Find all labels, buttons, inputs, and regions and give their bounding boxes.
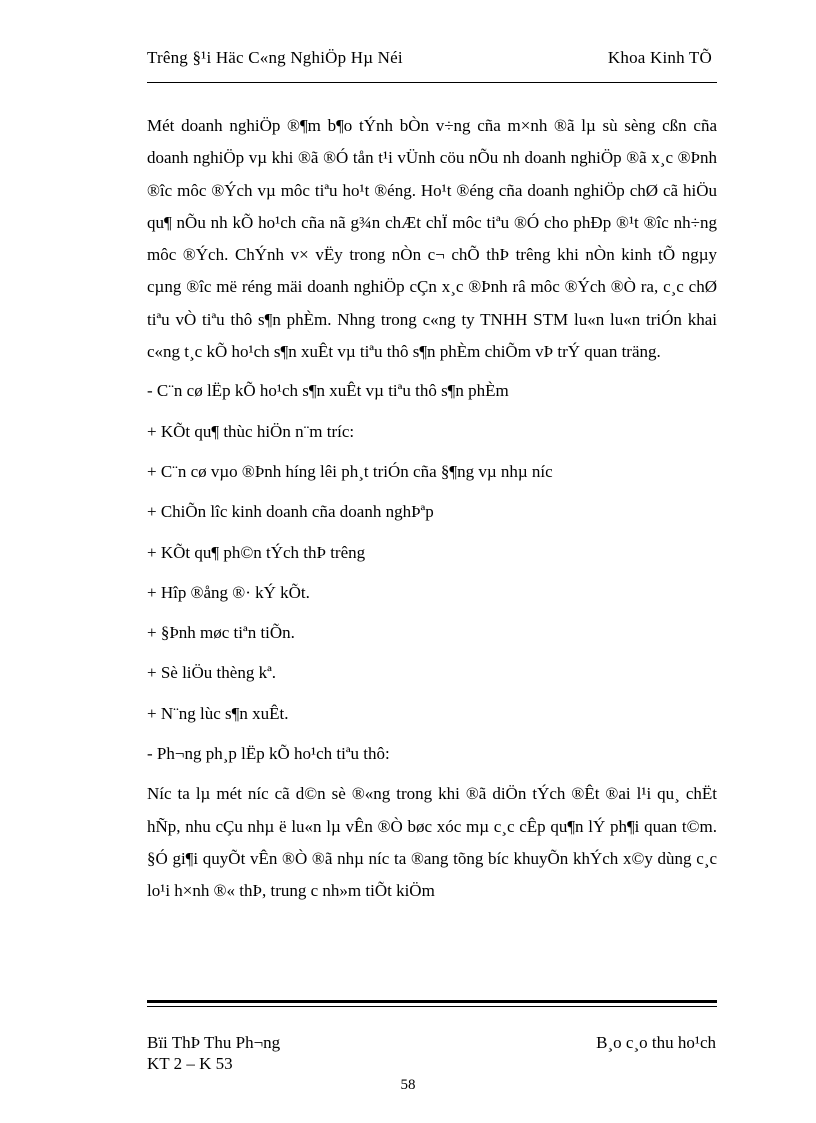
footer-author: Bïi ThÞ Thu Ph¬ng (147, 1033, 281, 1052)
header-school-name: Trêng §¹i Häc C«ng NghiÖp Hµ Néi (147, 48, 403, 67)
footer-divider-thick (147, 1000, 717, 1003)
document-body (147, 110, 717, 915)
list-item: + N¨ng lùc s¶n xuÊt. (147, 703, 289, 723)
paragraph: Níc ta lµ mét níc cã d©n sè ®«ng trong khi ®ã diÖn tÝch ®Êt ®ai l¹i qu¸ chËt hÑp, nhu cÇu nhµ ë lu«n lµ vÊn ®Ò bøc xóc mµ c¸c cÊp qu¶n lÝ ph¶i quan t©m. §Ó gi¶i quyÕt vÊn ®Ò ®ã nhµ níc ta ®ang tõng bíc khuyÕn khÝch x©y dùng c¸c lo¹i h×nh ®« thÞ, trung c nh»m tiÕt kiÖm (147, 784, 717, 901)
page-number: 58 (400, 1077, 416, 1093)
header-faculty-name: Khoa Kinh TÕ (607, 48, 712, 67)
footer-divider-thin (147, 1006, 717, 1007)
list-item: + C¨n cø vµo ®Þnh híng lêi ph¸t triÓn cña §¶ng vµ nhµ níc (147, 461, 553, 481)
list-item: + ChiÕn lîc kinh doanh cña doanh nghÞªp (147, 502, 434, 522)
footer-class: KT 2 – K 53 (147, 1054, 233, 1073)
list-item: + §Þnh møc tiªn tiÕn. (147, 623, 295, 643)
list-heading: - Ph¬ng ph¸p lËp kÕ ho¹ch tiªu thô: (147, 744, 390, 764)
list-item: + Hîp ®ång ®· kÝ kÕt. (147, 582, 310, 602)
paragraph: Mét doanh nghiÖp ®¶m b¶o tÝnh bÒn v÷ng cña m×nh ®ã lµ sù sèng cßn cña doanh nghiÖp vµ khi ®ã ®Ó tån t¹i vÜnh cöu nÕu nh doanh nghiÖp ®ã x¸c ®Þnh ®îc môc ®Ých vµ môc tiªu ho¹t ®éng. Ho¹t ®éng cña doanh nghiÖp chØ cã hiÖu qu¶ nÕu nh kÕ ho¹ch cña nã g¾n chÆt chÏ môc tiªu ®Ó cho phÐp ®¹t ®îc nh÷ng môc ®Ých. ChÝnh v× vËy trong nÒn c¬ chÕ thÞ trêng khi nÒn kinh tÕ ngµy cµng ®îc më réng mäi doanh nghiÖp cÇn x¸c ®Þnh râ môc ®Ých ®Ò ra, c¸c chØ tiªu vÒ tiªu thô s¶n phÈm. Nhng trong c«ng ty TNHH STM lu«n lu«n triÓn khai c«ng t¸c kÕ ho¹ch s¶n xuÊt vµ tiªu thô s¶n phÈm chiÕm vÞ trÝ quan träng. (147, 116, 717, 362)
list-item: + KÕt qu¶ ph©n tÝch thÞ trêng (147, 542, 366, 562)
list-heading: - C¨n cø lËp kÕ ho¹ch s¶n xuÊt vµ tiªu thô s¶n phÈm (147, 381, 509, 401)
footer-report-title: B¸o c¸o thu ho¹ch (596, 1033, 716, 1052)
list-item: + KÕt qu¶ thùc hiÖn n¨m tríc: (147, 421, 355, 441)
header-divider (147, 82, 717, 83)
list-item: + Sè liÖu thèng kª. (147, 663, 277, 683)
